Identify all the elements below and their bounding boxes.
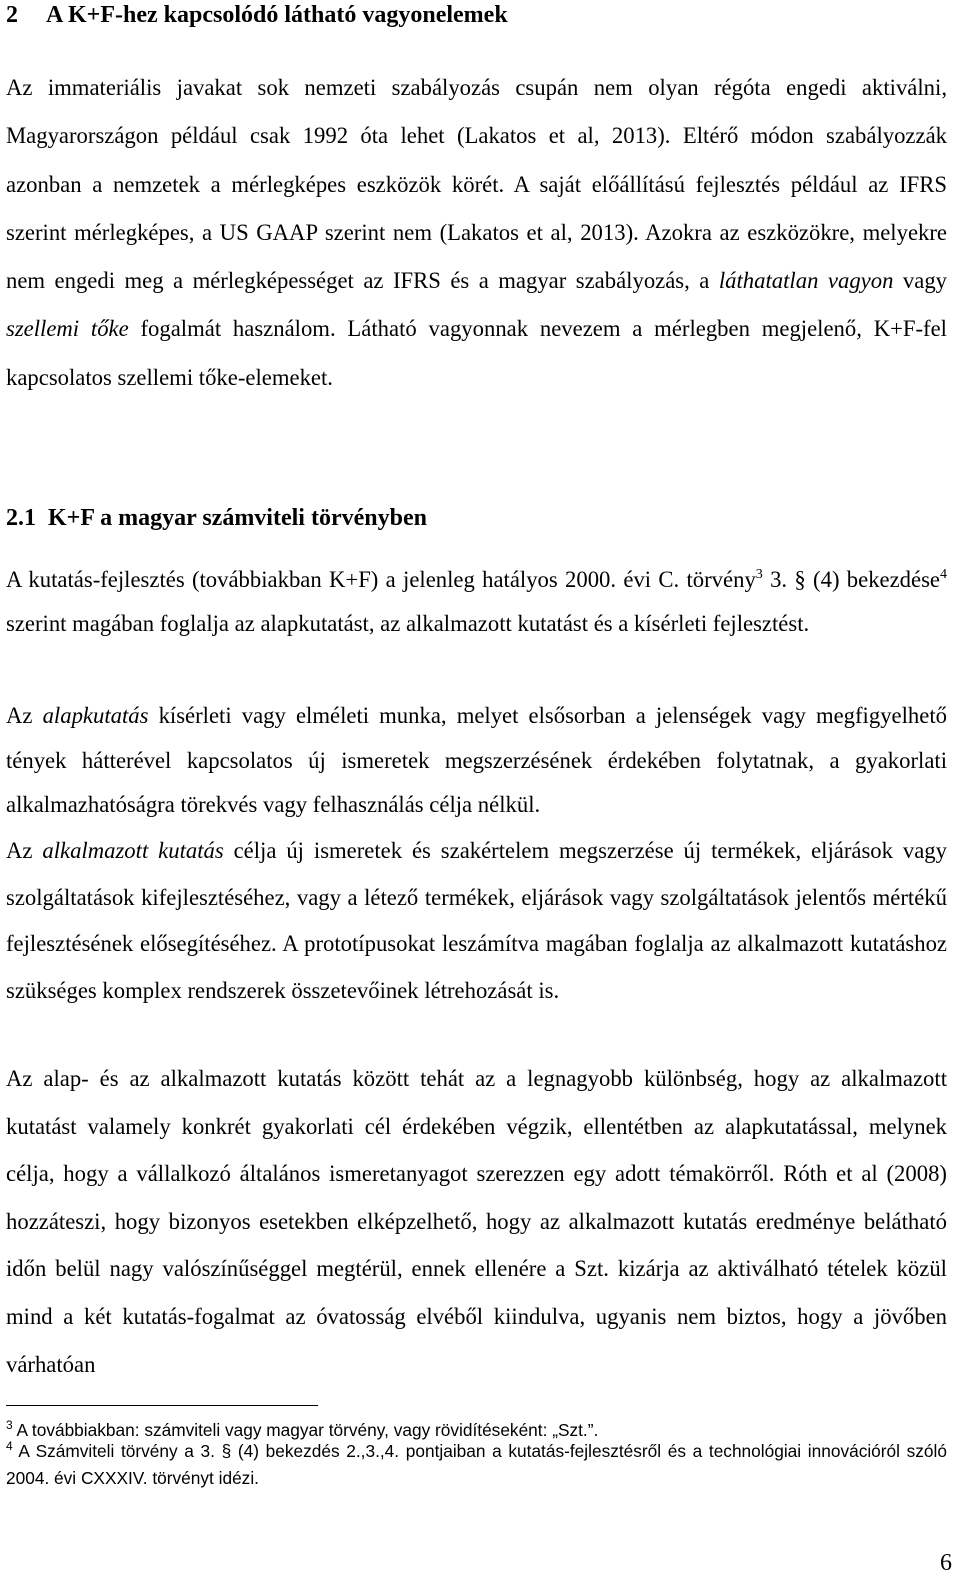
applied-research-paragraph	[6, 828, 947, 1014]
section-title: A K+F-hez kapcsolódó látható vagyonelemek	[46, 2, 508, 28]
footnote-text: A továbbiakban: számviteli vagy magyar törvény, vagy rövidítéseként: „Szt.”.	[12, 1420, 599, 1440]
footnote	[6, 1438, 947, 1492]
italic-term: alapkutatás	[42, 703, 149, 728]
text-run: szerint magában foglalja az alapkutatást, az alkalmazott kutatást és a kísérleti fejlesztést.	[6, 611, 810, 636]
footnote-marker: 3	[6, 1418, 13, 1432]
footnote-divider	[6, 1405, 318, 1406]
text-run: A kutatás-fejlesztés (továbbiakban K+F) a jelenleg hatályos 2000. évi C. törvény	[6, 567, 756, 592]
text-run: célja új ismeretek és szakértelem megszerzése új termékek, eljárások vagy szolgáltatások kifejlesztéséhez, vagy a létező termékek, eljárások vagy szolgáltatások jelentős mértékű fejlesztésének elősegítéséhez. A prototípusokat leszámítva magában foglalja az alkalmazott kutatáshoz szükséges komplex rendszerek összetevőinek létrehozását is.	[6, 838, 947, 1003]
footnote-marker: 4	[6, 1439, 13, 1453]
footnote-ref[interactable]: 4	[940, 567, 947, 582]
page-number: 6	[940, 1550, 952, 1576]
basic-research-paragraph	[6, 694, 947, 828]
subsection-heading	[6, 503, 427, 533]
subsection-title: K+F a magyar számviteli törvényben	[48, 505, 427, 531]
text-run: Az	[6, 703, 43, 728]
comparison-paragraph: Az alap- és az alkalmazott kutatás között tehát az a legnagyobb különbség, hogy az alkalmazott kutatást valamely konkrét gyakorlati cél érdekében végzik, ellentétben az alapkutatással, melynek célja, hogy a vállalkozó általános ismeretanyagot szerezzen egy adott témakörről. Róth et al (2008) hozzáteszi, hogy bizonyos esetekben elképzelhető, hogy az alkalmazott kutatás eredménye belátható időn belül nagy valószínűséggel megtérül, ennek ellenére a Szt. kizárja az aktiválható tételek közül mind a két kutatás-fogalmat az óvatosság elvéből kiindulva, ugyanis nem biztos, hogy a jövőben várhatóan	[6, 1066, 947, 1377]
italic-term: láthatatlan vagyon	[718, 268, 894, 294]
text-run: Az	[6, 838, 43, 863]
footnote-text: A Számviteli törvény a 3. § (4) bekezdés 2.,3.,4. pontjaiban a kutatás-fejlesztésről és a technológiai innovációról szóló 2004. évi CXXXIV. törvényt idézi.	[6, 1441, 947, 1488]
intro-paragraph	[6, 64, 947, 402]
text-run: 3. § (4) bekezdése	[762, 567, 940, 592]
section-heading	[6, 0, 508, 30]
italic-term: alkalmazott kutatás	[42, 838, 224, 863]
law-paragraph	[6, 558, 947, 646]
section-number: 2	[6, 2, 18, 28]
footnote-ref[interactable]: 3	[755, 567, 763, 582]
text-run: fogalmát használom. Látható vagyonnak nevezem a mérlegben megjelenő, K+F-fel kapcsolatos szellemi tőke-elemeket.	[6, 316, 947, 390]
subsection-number: 2.1	[6, 505, 36, 531]
text-run: kísérleti vagy elméleti munka, melyet elsősorban a jelenségek vagy megfigyelhető tények hátterével kapcsolatos új ismeretek megszerzésének érdekében folytatnak, a gyakorlati alkalmazhatóságra törekvés vagy felhasználás célja nélkül.	[6, 703, 947, 818]
italic-term: szellemi tőke	[6, 316, 129, 342]
text-run: vagy	[893, 268, 948, 294]
text-run: Az immateriális javakat sok nemzeti szabályozás csupán nem olyan régóta engedi aktiválni, Magyarországon például csak 1992 óta lehet (Lakatos et al, 2013). Eltérő módon szabályozzák azonban a nemzetek a mérlegképes eszközök körét. A saját előállítású fejlesztés például az IFRS szerint mérlegképes, a US GAAP szerint nem (Lakatos et al, 2013). Azokra az eszközökre, melyekre nem engedi meg a mérlegképességet az IFRS és a magyar szabályozás, a	[6, 75, 947, 294]
